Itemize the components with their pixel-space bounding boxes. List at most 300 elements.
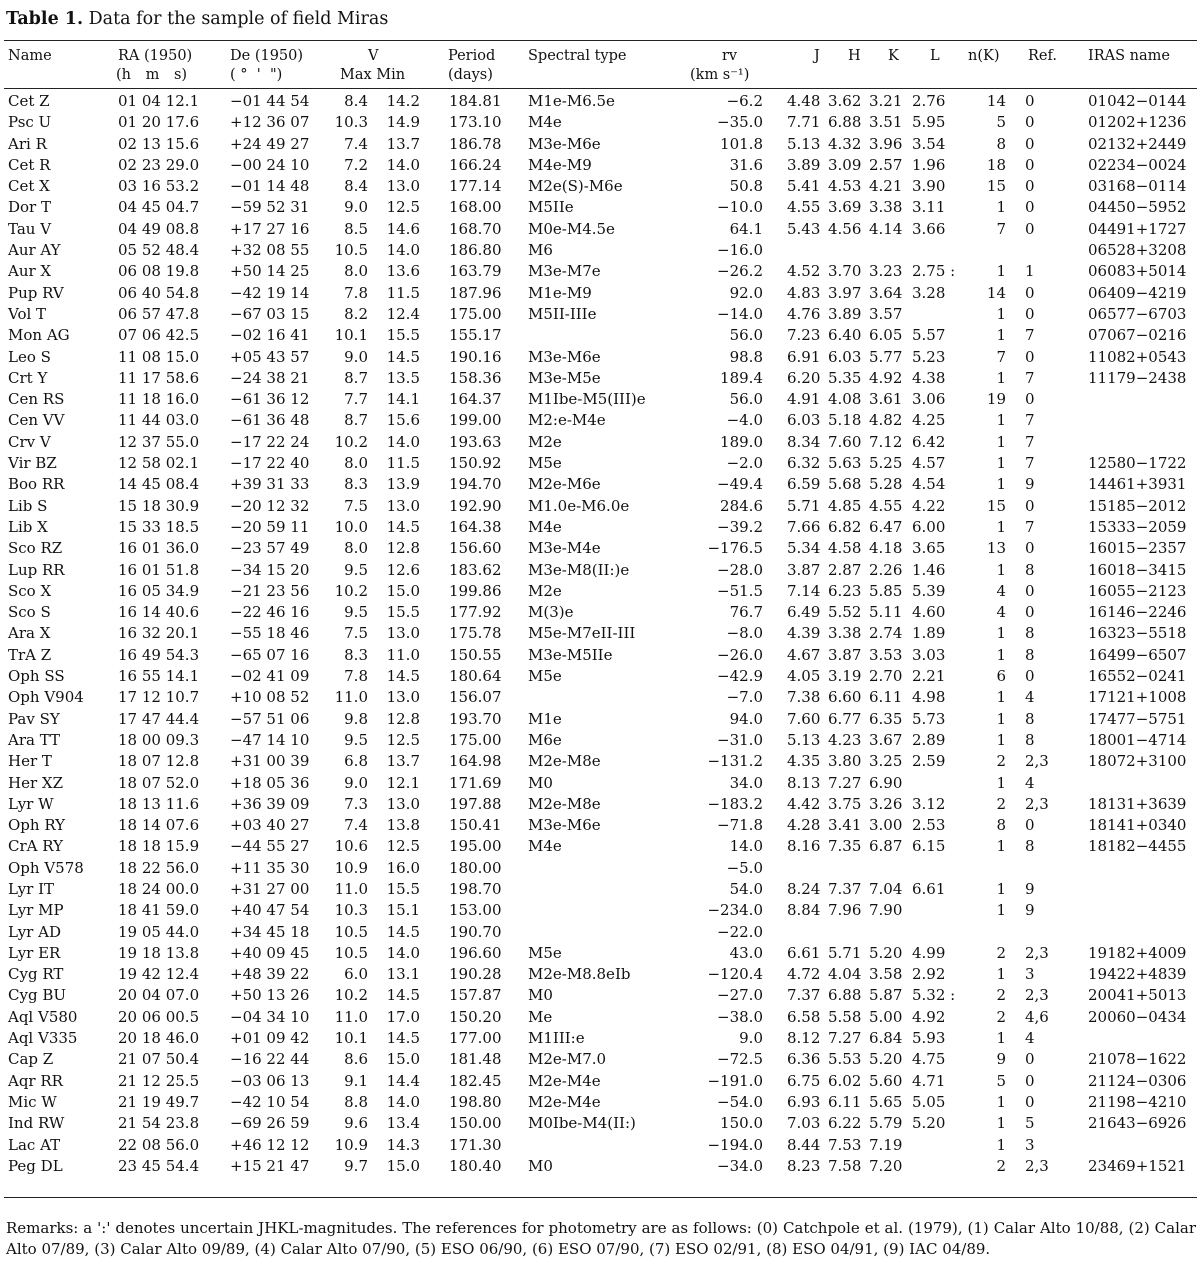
cell-ref: 2,3 (1025, 794, 1049, 813)
cell-ref: 9 (1025, 901, 1035, 920)
cell-period: 171.69 (449, 773, 502, 792)
header-rv: rv (722, 48, 738, 64)
cell-period: 193.70 (449, 709, 502, 728)
cell-rv: −194.0 (707, 1135, 763, 1154)
cell-ra: 21 19 49.7 (118, 1092, 200, 1111)
table-row (0, 795, 1200, 816)
cell-ref: 0 (1025, 155, 1035, 174)
cell-period: 150.41 (449, 816, 502, 835)
cell-name: Ari R (8, 134, 47, 153)
cell-name: Lyr W (8, 794, 54, 813)
cell-ref: 3 (1025, 1135, 1035, 1154)
cell-h: 3.80 (828, 752, 862, 771)
cell-l: 4.22 (912, 496, 946, 515)
cell-ref: 0 (1025, 667, 1035, 686)
cell-sptype: M1e-M6.5e (528, 92, 615, 110)
cell-sptype: M3e-M6e (528, 347, 601, 366)
cell-l: 5.39 (912, 581, 946, 600)
cell-vmax: 7.3 (344, 794, 368, 813)
cell-vmin: 14.4 (386, 1071, 420, 1090)
cell-period: 180.64 (449, 667, 502, 686)
header-j: J (814, 48, 820, 64)
cell-ra: 05 52 48.4 (118, 241, 200, 260)
cell-name: Cet R (8, 155, 51, 174)
cell-h: 3.41 (828, 816, 862, 835)
cell-nk: 1 (996, 1092, 1006, 1111)
cell-iras: 06083+5014 (1088, 262, 1187, 281)
cell-period: 175.00 (449, 304, 502, 323)
cell-j: 7.37 (787, 986, 821, 1005)
cell-l: 5.93 (912, 1029, 946, 1048)
cell-vmax: 9.5 (344, 730, 368, 749)
cell-ra: 04 49 08.8 (118, 219, 200, 238)
cell-period: 182.45 (449, 1071, 502, 1090)
cell-period: 177.00 (449, 1029, 502, 1048)
cell-ref: 4 (1025, 773, 1035, 792)
table-row (0, 774, 1200, 795)
cell-j: 6.75 (787, 1071, 821, 1090)
table-row (0, 177, 1200, 198)
cell-name: Psc U (8, 113, 52, 132)
table-row (0, 901, 1200, 922)
cell-vmin: 11.5 (386, 454, 420, 473)
cell-k: 7.04 (869, 879, 903, 898)
cell-h: 2.87 (828, 560, 862, 579)
cell-period: 177.92 (449, 603, 502, 622)
cell-h: 3.75 (828, 794, 862, 813)
cell-l: 1.96 (912, 155, 946, 174)
cell-name: Vol T (8, 304, 47, 323)
cell-ra: 12 58 02.1 (118, 454, 200, 473)
cell-vmin: 14.5 (386, 986, 420, 1005)
cell-l: 6.00 (912, 517, 946, 536)
cell-nk: 14 (986, 283, 1006, 302)
cell-de: −44 55 27 (230, 837, 310, 856)
cell-rv: −22.0 (717, 922, 763, 941)
cell-k: 4.92 (869, 368, 903, 387)
top-rule (4, 40, 1197, 41)
cell-period: 156.60 (449, 539, 502, 558)
cell-k: 4.21 (869, 177, 903, 196)
cell-period: 157.87 (449, 986, 502, 1005)
cell-iras: 19182+4009 (1088, 943, 1187, 962)
cell-l: 5.73 (912, 709, 946, 728)
cell-iras: 12580−1722 (1088, 454, 1187, 473)
cell-h: 4.08 (828, 390, 862, 409)
cell-de: +32 08 55 (230, 241, 310, 260)
cell-rv: −120.4 (707, 965, 763, 984)
cell-ra: 18 13 11.6 (118, 794, 200, 813)
header-v: V (368, 48, 379, 64)
cell-j: 5.71 (787, 496, 821, 515)
cell-de: +48 39 22 (230, 965, 310, 984)
cell-ref: 7 (1025, 517, 1035, 536)
table-label: Table 1. (6, 9, 84, 29)
cell-nk: 1 (996, 262, 1006, 281)
cell-vmax: 8.6 (344, 1050, 368, 1069)
cell-vmax: 7.2 (344, 155, 368, 174)
table-row (0, 837, 1200, 858)
cell-j: 8.23 (787, 1156, 821, 1175)
cell-sptype: M3e-M8(II:)e (528, 560, 630, 579)
cell-vmin: 14.5 (386, 922, 420, 941)
cell-vmin: 13.6 (386, 262, 420, 281)
table-row (0, 241, 1200, 262)
cell-vmax: 10.9 (334, 858, 368, 877)
cell-k: 3.51 (869, 113, 903, 132)
cell-name: Ind RW (8, 1114, 65, 1133)
cell-rv: −4.0 (726, 411, 763, 430)
cell-rv: −39.2 (717, 517, 763, 536)
cell-iras: 06409−4219 (1088, 283, 1187, 302)
cell-k: 6.87 (869, 837, 903, 856)
cell-j: 8.34 (787, 432, 821, 451)
cell-ra: 03 16 53.2 (118, 177, 200, 196)
cell-ref: 8 (1025, 645, 1035, 664)
cell-ref: 4 (1025, 688, 1035, 707)
cell-ra: 16 05 34.9 (118, 581, 200, 600)
cell-h: 6.02 (828, 1071, 862, 1090)
cell-ref: 0 (1025, 198, 1035, 217)
cell-name: Mic W (8, 1092, 57, 1111)
cell-rv: −31.0 (717, 730, 763, 749)
header-ra-units: (h m s) (116, 67, 188, 83)
cell-vmax: 11.0 (334, 879, 368, 898)
cell-ref: 0 (1025, 496, 1035, 515)
cell-nk: 1 (996, 198, 1006, 217)
cell-vmin: 14.0 (386, 432, 420, 451)
cell-j: 4.05 (787, 667, 821, 686)
cell-j: 6.36 (787, 1050, 821, 1069)
cell-l: 2.53 (912, 816, 946, 835)
cell-l: 5.23 (912, 347, 946, 366)
cell-l: 2.59 (912, 752, 946, 771)
cell-l: 6.61 (912, 879, 946, 898)
cell-nk: 1 (996, 709, 1006, 728)
cell-sptype: M6 (528, 241, 553, 260)
cell-vmin: 15.0 (386, 1156, 420, 1175)
cell-rv: −49.4 (717, 475, 763, 494)
cell-de: +05 43 57 (230, 347, 310, 366)
header-l: L (930, 48, 940, 64)
cell-rv: 92.0 (729, 283, 763, 302)
cell-de: −23 57 49 (230, 539, 310, 558)
cell-k: 3.38 (869, 198, 903, 217)
cell-sptype: M1e (528, 709, 562, 728)
cell-j: 6.59 (787, 475, 821, 494)
cell-iras: 02132+2449 (1088, 134, 1187, 153)
cell-h: 5.53 (828, 1050, 862, 1069)
cell-sptype: M2e-M6e (528, 475, 601, 494)
cell-rv: −71.8 (717, 816, 763, 835)
cell-rv: 50.8 (729, 177, 763, 196)
cell-sptype: M5II-IIIe (528, 304, 597, 323)
cell-name: Mon AG (8, 326, 70, 345)
cell-j: 7.60 (787, 709, 821, 728)
table-row (0, 859, 1200, 880)
cell-nk: 18 (986, 155, 1006, 174)
table-row (0, 198, 1200, 219)
cell-vmin: 13.0 (386, 624, 420, 643)
cell-sptype: M2e (528, 432, 562, 451)
cell-vmax: 9.8 (344, 709, 368, 728)
cell-de: −21 23 56 (230, 581, 310, 600)
cell-vmin: 14.0 (386, 943, 420, 962)
cell-l: 3.11 (912, 198, 946, 217)
cell-vmax: 11.0 (334, 1007, 368, 1026)
cell-vmax: 10.1 (334, 1029, 368, 1048)
cell-iras: 11082+0543 (1088, 347, 1187, 366)
cell-j: 7.66 (787, 517, 821, 536)
cell-period: 193.63 (449, 432, 502, 451)
cell-name: Sco S (8, 603, 51, 622)
cell-vmin: 13.7 (386, 134, 420, 153)
cell-name: Aur AY (8, 241, 61, 260)
cell-ra: 11 17 58.6 (118, 368, 200, 387)
cell-vmax: 9.1 (344, 1071, 368, 1090)
cell-name: Aur X (8, 262, 52, 281)
cell-vmax: 10.3 (334, 901, 368, 920)
cell-de: +34 45 18 (230, 922, 310, 941)
cell-k: 6.11 (869, 688, 903, 707)
cell-iras: 01202+1236 (1088, 113, 1187, 132)
cell-name: Cet X (8, 177, 50, 196)
cell-vmax: 9.6 (344, 1114, 368, 1133)
cell-h: 6.23 (828, 581, 862, 600)
cell-j: 7.14 (787, 581, 821, 600)
cell-nk: 2 (996, 752, 1006, 771)
cell-k: 3.58 (869, 965, 903, 984)
table-row (0, 561, 1200, 582)
cell-rv: 98.8 (729, 347, 763, 366)
table-row (0, 880, 1200, 901)
cell-ra: 18 14 07.6 (118, 816, 200, 835)
cell-iras: 03168−0114 (1088, 177, 1187, 196)
cell-vmax: 6.8 (344, 752, 368, 771)
cell-j: 4.91 (787, 390, 821, 409)
cell-de: −02 16 41 (230, 326, 310, 345)
cell-iras: 18072+3100 (1088, 752, 1187, 771)
cell-ra: 17 47 44.4 (118, 709, 200, 728)
cell-vmax: 9.0 (344, 773, 368, 792)
cell-de: +39 31 33 (230, 475, 310, 494)
cell-ra: 20 06 00.5 (118, 1007, 200, 1026)
cell-sptype: M2e-M8e (528, 794, 601, 813)
cell-l: 5.20 (912, 1114, 946, 1133)
cell-j: 8.44 (787, 1135, 821, 1154)
cell-iras: 16018−3415 (1088, 560, 1187, 579)
table-body (0, 92, 1200, 1178)
cell-name: Cet Z (8, 92, 50, 110)
cell-vmin: 15.5 (386, 603, 420, 622)
cell-iras: 01042−0144 (1088, 92, 1187, 110)
cell-rv: 56.0 (729, 390, 763, 409)
cell-h: 7.37 (828, 879, 862, 898)
cell-iras: 16323−5518 (1088, 624, 1187, 643)
cell-nk: 1 (996, 475, 1006, 494)
cell-j: 4.52 (787, 262, 821, 281)
cell-vmin: 12.1 (386, 773, 420, 792)
cell-ra: 07 06 42.5 (118, 326, 200, 345)
cell-h: 7.53 (828, 1135, 862, 1154)
cell-vmin: 13.0 (386, 496, 420, 515)
cell-sptype: M4e (528, 113, 562, 132)
cell-vmin: 12.8 (386, 539, 420, 558)
cell-rv: −176.5 (707, 539, 763, 558)
cell-sptype: M2e-M8.8eIb (528, 965, 631, 984)
cell-name: Cyg BU (8, 986, 66, 1005)
cell-nk: 2 (996, 1156, 1006, 1175)
cell-rv: −8.0 (726, 624, 763, 643)
cell-vmin: 11.0 (386, 645, 420, 664)
cell-nk: 1 (996, 645, 1006, 664)
cell-nk: 1 (996, 773, 1006, 792)
cell-rv: 31.6 (729, 155, 763, 174)
header-v-maxmin: Max Min (340, 67, 406, 83)
cell-h: 7.60 (828, 432, 862, 451)
cell-k: 5.28 (869, 475, 903, 494)
cell-rv: −191.0 (707, 1071, 763, 1090)
cell-l: 6.42 (912, 432, 946, 451)
cell-name: Sco RZ (8, 539, 63, 558)
cell-vmax: 10.2 (334, 432, 368, 451)
cell-sptype: M4e (528, 517, 562, 536)
cell-period: 153.00 (449, 901, 502, 920)
cell-iras: 18001−4714 (1088, 730, 1187, 749)
cell-vmax: 6.0 (344, 965, 368, 984)
bottom-rule (4, 1197, 1197, 1198)
cell-k: 4.14 (869, 219, 903, 238)
cell-name: Her T (8, 752, 52, 771)
cell-sptype: M6e (528, 730, 562, 749)
cell-nk: 1 (996, 730, 1006, 749)
table-row (0, 475, 1200, 496)
cell-vmax: 8.3 (344, 645, 368, 664)
cell-k: 5.25 (869, 454, 903, 473)
cell-name: Leo S (8, 347, 51, 366)
cell-rv: −6.2 (726, 92, 763, 110)
cell-j: 4.39 (787, 624, 821, 643)
cell-sptype: M0 (528, 773, 553, 792)
cell-de: +31 27 00 (230, 879, 310, 898)
cell-name: Crv V (8, 432, 51, 451)
cell-sptype: M5e (528, 667, 562, 686)
cell-name: Lyr ER (8, 943, 61, 962)
cell-de: −69 26 59 (230, 1114, 310, 1133)
cell-de: −16 22 44 (230, 1050, 310, 1069)
cell-vmax: 8.8 (344, 1092, 368, 1111)
cell-l: 4.38 (912, 368, 946, 387)
cell-ref: 0 (1025, 1050, 1035, 1069)
cell-rv: −234.0 (707, 901, 763, 920)
cell-vmin: 14.5 (386, 667, 420, 686)
cell-vmax: 7.8 (344, 283, 368, 302)
cell-j: 8.13 (787, 773, 821, 792)
cell-nk: 1 (996, 901, 1006, 920)
table-caption: Data for the sample of field Miras (88, 9, 389, 29)
cell-de: −47 14 10 (230, 730, 310, 749)
cell-nk: 2 (996, 943, 1006, 962)
table-row (0, 1050, 1200, 1071)
cell-period: 163.79 (449, 262, 502, 281)
cell-sptype: M0 (528, 1156, 553, 1175)
cell-name: Cen RS (8, 390, 65, 409)
table-row (0, 539, 1200, 560)
cell-k: 5.60 (869, 1071, 903, 1090)
cell-ra: 18 07 52.0 (118, 773, 200, 792)
cell-ref: 7 (1025, 432, 1035, 451)
cell-ref: 0 (1025, 92, 1035, 110)
cell-rv: −72.5 (717, 1050, 763, 1069)
cell-iras: 18131+3639 (1088, 794, 1187, 813)
cell-k: 6.35 (869, 709, 903, 728)
cell-ra: 20 18 46.0 (118, 1029, 200, 1048)
cell-ref: 5 (1025, 1114, 1035, 1133)
cell-rv: 64.1 (729, 219, 763, 238)
cell-h: 3.97 (828, 283, 862, 302)
cell-h: 4.58 (828, 539, 862, 558)
cell-period: 187.96 (449, 283, 502, 302)
cell-de: +10 08 52 (230, 688, 310, 707)
cell-period: 150.20 (449, 1007, 502, 1026)
table-row (0, 1029, 1200, 1050)
cell-period: 195.00 (449, 837, 502, 856)
cell-vmax: 8.7 (344, 411, 368, 430)
cell-j: 6.49 (787, 603, 821, 622)
table-row (0, 646, 1200, 667)
cell-ref: 2,3 (1025, 752, 1049, 771)
cell-k: 2.26 (869, 560, 903, 579)
cell-sptype: M2e(S)-M6e (528, 177, 623, 196)
cell-ra: 15 18 30.9 (118, 496, 200, 515)
cell-de: +40 47 54 (230, 901, 310, 920)
cell-vmax: 8.4 (344, 92, 368, 110)
cell-vmin: 14.2 (386, 92, 420, 110)
table-row (0, 369, 1200, 390)
cell-j: 4.42 (787, 794, 821, 813)
cell-de: +36 39 09 (230, 794, 310, 813)
cell-ra: 16 01 36.0 (118, 539, 200, 558)
cell-vmin: 14.5 (386, 517, 420, 536)
cell-name: Lyr AD (8, 922, 61, 941)
cell-k: 3.00 (869, 816, 903, 835)
cell-rv: 94.0 (729, 709, 763, 728)
cell-ref: 0 (1025, 390, 1035, 409)
cell-name: Tau V (8, 219, 52, 238)
cell-vmin: 13.0 (386, 794, 420, 813)
cell-name: Aql V580 (8, 1007, 78, 1026)
cell-l: 4.57 (912, 454, 946, 473)
cell-iras: 17121+1008 (1088, 688, 1187, 707)
cell-rv: 76.7 (729, 603, 763, 622)
cell-nk: 1 (996, 432, 1006, 451)
cell-nk: 19 (986, 390, 1006, 409)
table-row (0, 135, 1200, 156)
cell-sptype: M(3)e (528, 603, 574, 622)
cell-nk: 5 (996, 113, 1006, 132)
cell-period: 180.00 (449, 858, 502, 877)
cell-l: 6.15 (912, 837, 946, 856)
cell-de: +46 12 12 (230, 1135, 310, 1154)
cell-period: 155.17 (449, 326, 502, 345)
cell-ra: 21 54 23.8 (118, 1114, 200, 1133)
cell-iras: 21643−6926 (1088, 1114, 1187, 1133)
cell-l: 4.99 (912, 943, 946, 962)
cell-ra: 21 12 25.5 (118, 1071, 200, 1090)
cell-vmin: 12.6 (386, 560, 420, 579)
cell-l: 5.57 (912, 326, 946, 345)
cell-sptype: M2e-M4e (528, 1092, 601, 1111)
